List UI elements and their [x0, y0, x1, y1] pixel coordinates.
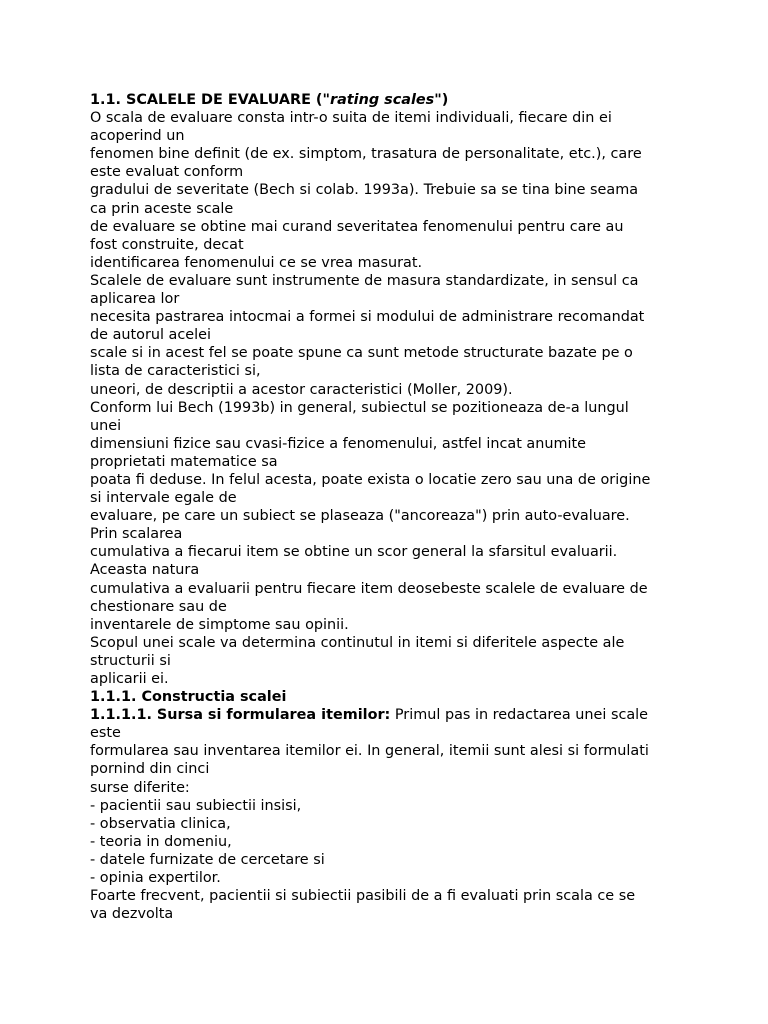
text-line: este	[90, 725, 121, 742]
text-line: necesita pastrarea intocmai a formei si modului de administrare recomandat	[90, 309, 645, 326]
text-line: identificarea fenomenului ce se vrea masurat.	[90, 254, 423, 271]
text-line: surse diferite:	[90, 779, 190, 796]
text-line: dimensiuni fizice sau cvasi-fizice a fenomenului, astfel incat anumite	[90, 435, 586, 452]
text-line: inventarele de simptome sau opinii.	[90, 616, 349, 633]
text-line: gradului de severitate (Bech si colab. 1993a). Trebuie sa se tina bine seama	[90, 182, 639, 199]
text-line: si intervale egale de	[90, 490, 237, 507]
subsection-heading: 1.1.1. Constructia scalei	[90, 689, 287, 706]
text-line: cumulativa a evaluarii pentru fiecare item deosebeste scalele de evaluare de	[90, 580, 648, 597]
text-line: acoperind un	[90, 128, 185, 145]
text-line: uneori, de descriptii a acestor caracteristici (Moller, 2009).	[90, 381, 513, 398]
text-line: lista de caracteristici si,	[90, 363, 261, 380]
subsubsection-line	[90, 706, 690, 724]
text-line: O scala de evaluare consta intr-o suita de itemi individuali, fiecare din ei	[90, 110, 612, 127]
text-line: Conform lui Bech (1993b) in general, subiectul se pozitioneaza de-a lungul	[90, 399, 629, 416]
text-line: Scopul unei scale va determina continutul in itemi si diferitele aspecte ale	[90, 634, 625, 651]
text-line: cumulativa a fiecarui item se obtine un scor general la sfarsitul evaluarii.	[90, 544, 618, 561]
text-line: pornind din cinci	[90, 761, 210, 778]
section-heading	[90, 91, 690, 109]
text-line: evaluare, pe care un subiect se plaseaza ("ancoreaza") prin auto-evaluare.	[90, 508, 630, 525]
text-line: chestionare sau de	[90, 598, 227, 615]
text-line: de evaluare se obtine mai curand severitatea fenomenului pentru care au	[90, 218, 624, 235]
text-line: fost construite, decat	[90, 236, 244, 253]
text-line: Scalele de evaluare sunt instrumente de masura standardizate, in sensul ca	[90, 272, 639, 289]
text-line: aplicarea lor	[90, 291, 180, 308]
text-line: Aceasta natura	[90, 562, 200, 579]
text-line: Prin scalarea	[90, 526, 183, 543]
text-line: scale si in acest fel se poate spune ca sunt metode structurate bazate pe o	[90, 345, 633, 362]
heading-prefix: 1.1. SCALELE DE EVALUARE ("	[90, 92, 330, 108]
subsubsection-text: Primul pas in redactarea unei scale	[390, 707, 649, 724]
list-item: - opinia expertilor.	[90, 870, 221, 887]
text-line: de autorul acelei	[90, 327, 211, 344]
text-line: formularea sau inventarea itemilor ei. In general, itemii sunt alesi si formulati	[90, 743, 649, 760]
list-item: - datele furnizate de cercetare si	[90, 851, 325, 868]
text-line: fenomen bine definit (de ex. simptom, trasatura de personalitate, etc.), care	[90, 146, 642, 163]
text-line: unei	[90, 417, 122, 434]
document-body	[90, 91, 690, 923]
list-item: - pacientii sau subiectii insisi,	[90, 797, 302, 814]
heading-italic: rating scales	[330, 92, 435, 108]
text-line: este evaluat conform	[90, 164, 244, 181]
text-line: proprietati matematice sa	[90, 453, 278, 470]
text-line: poata fi deduse. In felul acesta, poate exista o locatie zero sau una de origine	[90, 471, 651, 488]
list-item: - teoria in domeniu,	[90, 833, 232, 850]
text-line: ca prin aceste scale	[90, 200, 234, 217]
text-line: structurii si	[90, 652, 171, 669]
list-item: - observatia clinica,	[90, 815, 231, 832]
text-line: aplicarii ei.	[90, 671, 169, 687]
subsubsection-heading: 1.1.1.1. Sursa si formularea itemilor:	[90, 707, 391, 724]
heading-suffix: ")	[434, 92, 449, 108]
text-line: Foarte frecvent, pacientii si subiectii pasibili de a fi evaluati prin scala ce se	[90, 888, 636, 905]
text-line: va dezvolta	[90, 906, 174, 923]
